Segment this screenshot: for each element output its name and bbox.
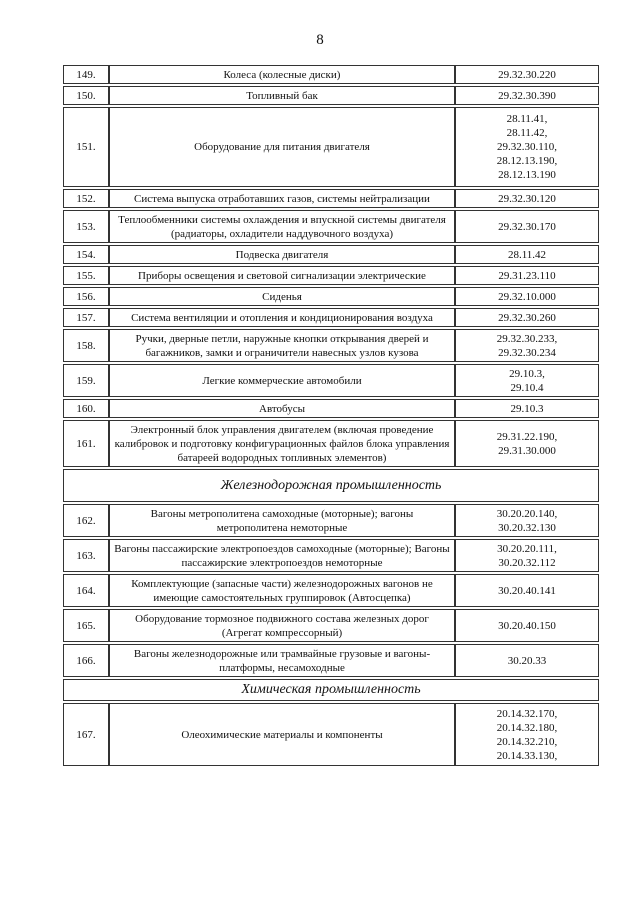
okpd-code: 30.20.32.130 [498, 521, 556, 534]
table-row [63, 287, 599, 306]
row-number: 157. [63, 308, 109, 327]
okpd-code: 28.12.13.190, [496, 155, 558, 167]
product-name: Оборудование тормозное подвижного состава железных дорог (Агрегат компрессорный) [109, 609, 455, 642]
okpd-codes [455, 308, 599, 327]
okpd-code: 29.32.10.000 [498, 290, 556, 303]
table-row [63, 539, 599, 572]
okpd-codes [455, 539, 599, 572]
row-number: 149. [63, 65, 109, 84]
product-name: Олеохимические материалы и компоненты [109, 703, 455, 766]
okpd-codes [455, 420, 599, 467]
okpd-codes [455, 107, 599, 187]
okpd-codes [455, 504, 599, 537]
okpd-codes [455, 609, 599, 642]
okpd-code: 29.32.30.110, [496, 141, 558, 153]
product-name: Система вентиляции и отопления и кондиционирования воздуха [109, 308, 455, 327]
okpd-code: 20.14.32.170, [496, 707, 558, 720]
table-row [63, 329, 599, 362]
okpd-codes [455, 574, 599, 607]
okpd-code: 29.31.23.110 [498, 269, 556, 282]
okpd-code: 28.11.41, [506, 113, 548, 125]
okpd-code: 29.32.30.170 [498, 220, 556, 233]
table-row [63, 609, 599, 642]
okpd-code: 29.10.4 [510, 381, 544, 394]
okpd-code: 30.20.20.140, [496, 507, 558, 520]
row-number: 156. [63, 287, 109, 306]
table-row [63, 189, 599, 208]
product-name: Колеса (колесные диски) [109, 65, 455, 84]
table-row [63, 703, 599, 766]
product-name: Комплектующие (запасные части) железнодорожных вагонов не имеющие самостоятельных группировок (Автосцепка) [109, 574, 455, 607]
product-name: Топливный бак [109, 86, 455, 105]
okpd-codes [455, 65, 599, 84]
okpd-code: 29.32.30.234 [498, 346, 556, 359]
product-name: Подвеска двигателя [109, 245, 455, 264]
product-name: Вагоны метрополитена самоходные (моторные); вагоны метрополитена немоторные [109, 504, 455, 537]
okpd-code: 29.32.30.120 [498, 192, 556, 205]
okpd-codes [455, 245, 599, 264]
okpd-code: 20.14.32.180, [496, 721, 558, 734]
okpd-code: 29.32.30.233, [496, 332, 558, 345]
row-number: 155. [63, 266, 109, 285]
table-row [63, 364, 599, 397]
table-row [63, 245, 599, 264]
row-number: 162. [63, 504, 109, 537]
row-number: 163. [63, 539, 109, 572]
product-name: Электронный блок управления двигателем (включая проведение калибровок и подготовку конфигурационных файлов блока управления батареей водородных топливных элементов) [109, 420, 455, 467]
product-name: Сиденья [109, 287, 455, 306]
table-row [63, 107, 599, 187]
okpd-code: 30.20.33 [507, 654, 547, 667]
okpd-codes [455, 644, 599, 677]
row-number: 152. [63, 189, 109, 208]
okpd-code: 30.20.32.112 [498, 556, 556, 569]
product-name: Легкие коммерческие автомобили [109, 364, 455, 397]
row-number: 167. [63, 703, 109, 766]
okpd-code: 29.31.30.000 [498, 444, 556, 457]
okpd-code: 20.14.33.130, [496, 749, 558, 762]
product-name: Ручки, дверные петли, наружные кнопки открывания дверей и багажников, замки и ограничители навесных узлов кузова [109, 329, 455, 362]
product-name: Теплообменники системы охлаждения и впускной системы двигателя (радиаторы, охладители наддувочного воздуха) [109, 210, 455, 243]
row-number: 154. [63, 245, 109, 264]
okpd-codes [455, 287, 599, 306]
okpd-code: 30.20.20.111, [497, 542, 557, 555]
okpd-code: 20.14.32.210, [496, 735, 558, 748]
table-row [63, 266, 599, 285]
okpd-code: 29.32.30.260 [498, 311, 556, 324]
row-number: 150. [63, 86, 109, 105]
table-row [63, 65, 599, 84]
okpd-code: 30.20.40.141 [498, 584, 556, 597]
okpd-code: 28.11.42 [507, 248, 547, 261]
okpd-code: 30.20.40.150 [498, 619, 556, 632]
okpd-codes [455, 266, 599, 285]
row-number: 166. [63, 644, 109, 677]
okpd-code: 29.32.30.220 [498, 68, 556, 81]
okpd-code: 29.31.22.190, [496, 430, 558, 443]
okpd-code: 29.10.3 [510, 402, 544, 415]
okpd-codes [455, 86, 599, 105]
section-title: Железнодорожная промышленность [63, 469, 599, 502]
product-name: Система выпуска отработавших газов, системы нейтрализации [109, 189, 455, 208]
okpd-codes [455, 399, 599, 418]
table-row [63, 399, 599, 418]
okpd-code: 29.10.3, [509, 367, 545, 380]
product-name: Вагоны пассажирские электропоездов самоходные (моторные); Вагоны пассажирские электропоездов немоторные [109, 539, 455, 572]
row-number: 153. [63, 210, 109, 243]
okpd-code: 28.12.13.190 [498, 169, 556, 181]
table-row [63, 420, 599, 467]
table-row [63, 308, 599, 327]
okpd-codes [455, 210, 599, 243]
row-number: 164. [63, 574, 109, 607]
product-name: Автобусы [109, 399, 455, 418]
row-number: 161. [63, 420, 109, 467]
okpd-codes [455, 703, 599, 766]
okpd-code: 29.32.30.390 [498, 89, 556, 102]
row-number: 165. [63, 609, 109, 642]
page-number: 8 [316, 32, 324, 48]
table-row [63, 86, 599, 105]
section-header-row [63, 469, 599, 502]
table-row [63, 210, 599, 243]
row-number: 158. [63, 329, 109, 362]
product-name: Вагоны железнодорожные или трамвайные грузовые и вагоны-платформы, несамоходные [109, 644, 455, 677]
okpd-codes [455, 189, 599, 208]
okpd-codes [455, 364, 599, 397]
row-number: 151. [63, 107, 109, 187]
okpd-code: 28.11.42, [506, 127, 548, 139]
row-number: 160. [63, 399, 109, 418]
okpd-codes [455, 329, 599, 362]
section-header-row [63, 679, 599, 701]
table-row [63, 504, 599, 537]
product-name: Оборудование для питания двигателя [109, 107, 455, 187]
product-name: Приборы освещения и световой сигнализации электрические [109, 266, 455, 285]
table-row [63, 644, 599, 677]
row-number: 159. [63, 364, 109, 397]
table-row [63, 574, 599, 607]
section-title: Химическая промышленность [63, 679, 599, 701]
products-table [63, 63, 599, 768]
